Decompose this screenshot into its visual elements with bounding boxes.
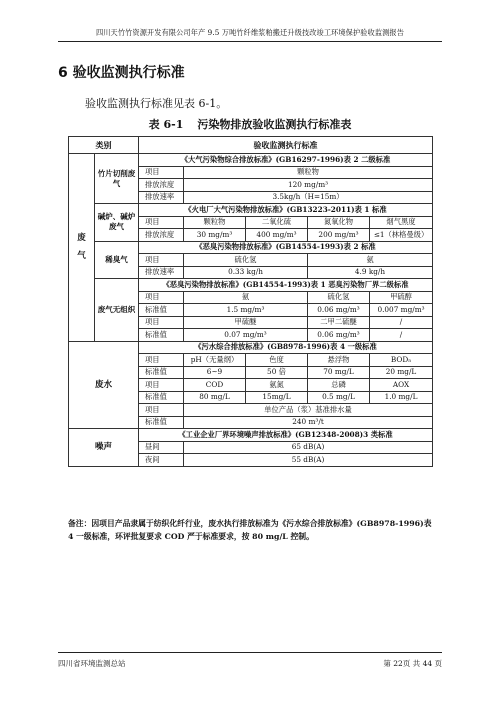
cell-value: 120 mg/m³ xyxy=(184,179,433,192)
row-label: 项目 xyxy=(139,216,184,229)
table-caption-title: 污染物排放验收监测执行标准表 xyxy=(197,118,352,131)
cell-value: 甲硫醇 xyxy=(370,291,433,304)
row-label: 标准值 xyxy=(139,366,184,379)
cell-value: COD xyxy=(184,379,246,392)
cell-value: 悬浮物 xyxy=(308,354,370,367)
table-row xyxy=(69,241,433,254)
cell-value: 200 mg/m³ xyxy=(308,229,370,242)
row-label: 项目 xyxy=(139,291,184,304)
cell-value: 烟气黑度 xyxy=(370,216,433,229)
cell-value: 6~9 xyxy=(184,366,246,379)
cell-value: 二氧化硫 xyxy=(246,216,308,229)
table-row xyxy=(69,429,433,442)
standard-wastewater: 《污水综合排放标准》(GB8978-1996)表 4 一级标准 xyxy=(139,341,433,354)
cell-value: 65 dB(A) xyxy=(184,441,433,454)
row-label: 项目 xyxy=(139,354,184,367)
cell-value: 单位产品（浆）基准排水量 xyxy=(184,404,433,417)
row-label: 昼间 xyxy=(139,441,184,454)
section-title xyxy=(58,62,185,82)
cell-value: 总磷 xyxy=(308,379,370,392)
intro-text: 验收监测执行标准见表 6-1。 xyxy=(85,97,228,110)
footer-page-number: 第 22页 共 44 页 xyxy=(383,659,442,668)
standard-unorganized: 《恶臭污染物排放标准》(GB14554-1993)表 1 恶臭污染物厂界二级标准 xyxy=(139,279,433,292)
subcategory-boiler: 碱炉、碱炉废气 xyxy=(95,204,139,242)
cell-value: 240 m³/t xyxy=(184,416,433,429)
cell-value: 0.07 mg/m³ xyxy=(184,329,308,342)
table-row xyxy=(69,279,433,292)
cell-value: 颗粒物 xyxy=(184,166,433,179)
cell-value: 氨氮 xyxy=(246,379,308,392)
section-number: 6 xyxy=(58,65,68,81)
cell-value: 0.06 mg/m³ xyxy=(308,304,370,317)
table-row xyxy=(69,341,433,354)
row-label: 项目 xyxy=(139,254,184,267)
cell-value: 15mg/L xyxy=(246,391,308,404)
cell-value: 颗粒物 xyxy=(184,216,246,229)
cell-value: pH（无量纲） xyxy=(184,354,246,367)
cell-value: 甲硫醚 xyxy=(184,316,308,329)
header-rule xyxy=(58,41,442,42)
subcategory-dilute: 稀臭气 xyxy=(95,241,139,279)
row-label: 项目 xyxy=(139,316,184,329)
cell-value: 80 mg/L xyxy=(184,391,246,404)
cell-value: 0.5 mg/L xyxy=(308,391,370,404)
subcategory-bamboo: 竹片切削废气 xyxy=(95,154,139,204)
cell-value: 400 mg/m³ xyxy=(246,229,308,242)
cell-value: ≤1（林格曼级） xyxy=(370,229,433,242)
cell-value: 3.5kg/h（H=15m） xyxy=(184,191,433,204)
row-label: 排放浓度 xyxy=(139,179,184,192)
subcategory-unorganized: 废气无组织 xyxy=(95,279,139,342)
row-label: 排放速率 xyxy=(139,191,184,204)
footer-rule xyxy=(58,652,442,653)
table-header-row xyxy=(69,137,433,154)
cell-value: 氨 xyxy=(184,291,308,304)
cell-value: 1.0 mg/L xyxy=(370,391,433,404)
row-label: 标准值 xyxy=(139,416,184,429)
cell-value: 55 dB(A) xyxy=(184,454,433,467)
cell-value: BOD₅ xyxy=(370,354,433,367)
cell-value: 4.9 kg/h xyxy=(308,266,433,279)
cell-value: 二甲二硫醚 xyxy=(308,316,370,329)
category-noise: 噪声 xyxy=(69,429,139,467)
col-header-standard: 验收监测执行标准 xyxy=(139,137,433,154)
cell-value: 硫化氢 xyxy=(308,291,370,304)
cell-value: 50 倍 xyxy=(246,366,308,379)
category-waste-gas: 废 气 xyxy=(69,154,95,342)
cell-value: AOX xyxy=(370,379,433,392)
cell-value: 0.007 mg/m³ xyxy=(370,304,433,317)
row-label: 项目 xyxy=(139,166,184,179)
footer-organization: 四川省环境监测总站 xyxy=(58,659,126,668)
row-label: 排放速率 xyxy=(139,266,184,279)
standard-bamboo: 《大气污染物综合排放标准》(GB16297-1996)表 2 二级标准 xyxy=(139,154,433,167)
page-header: 四川天竹竹资源开发有限公司年产 9.5 万吨竹纤维浆粕搬迁升级技改竣工环境保护验收监测报告 xyxy=(95,28,404,37)
cell-value: 20 mg/L xyxy=(370,366,433,379)
cell-value: 氮氧化物 xyxy=(308,216,370,229)
row-label: 标准值 xyxy=(139,329,184,342)
cell-value: 0.06 mg/m³ xyxy=(308,329,370,342)
standard-boiler: 《火电厂大气污染物排放标准》(GB13223-2011)表 1 标准 xyxy=(139,204,433,217)
cell-value: / xyxy=(370,316,433,329)
table-note: 备注：因项目产品隶属于纺织化纤行业，废水执行排放标准为《污水综合排放标准》(GB8978-1996)表 4 一级标准，环评批复要求 COD 严于标准要求，按 80 mg/L 控制。 xyxy=(68,519,432,541)
section-title-text: 验收监测执行标准 xyxy=(72,65,185,81)
cell-value: 氨 xyxy=(308,254,433,267)
row-label: 标准值 xyxy=(139,304,184,317)
cell-value: 0.33 kg/h xyxy=(184,266,308,279)
row-label: 夜间 xyxy=(139,454,184,467)
table-row xyxy=(69,154,433,167)
cell-value: 1.5 mg/m³ xyxy=(184,304,308,317)
table-row xyxy=(69,204,433,217)
cell-value: / xyxy=(370,329,433,342)
standard-dilute: 《恶臭污染物排放标准》(GB14554-1993)表 2 标准 xyxy=(139,241,433,254)
row-label: 排放浓度 xyxy=(139,229,184,242)
row-label: 项目 xyxy=(139,379,184,392)
cell-value: 硫化氢 xyxy=(184,254,308,267)
row-label: 项目 xyxy=(139,404,184,417)
row-label: 标准值 xyxy=(139,391,184,404)
cell-value: 70 mg/L xyxy=(308,366,370,379)
table-caption-number: 表 6-1 xyxy=(148,118,184,131)
standards-table xyxy=(68,136,433,467)
category-wastewater: 废水 xyxy=(69,341,139,429)
cell-value: 30 mg/m³ xyxy=(184,229,246,242)
table-caption xyxy=(0,116,500,132)
cell-value: 色度 xyxy=(246,354,308,367)
col-header-category: 类别 xyxy=(69,137,139,154)
standard-noise: 《工业企业厂界环境噪声排放标准》(GB12348-2008)3 类标准 xyxy=(139,429,433,442)
